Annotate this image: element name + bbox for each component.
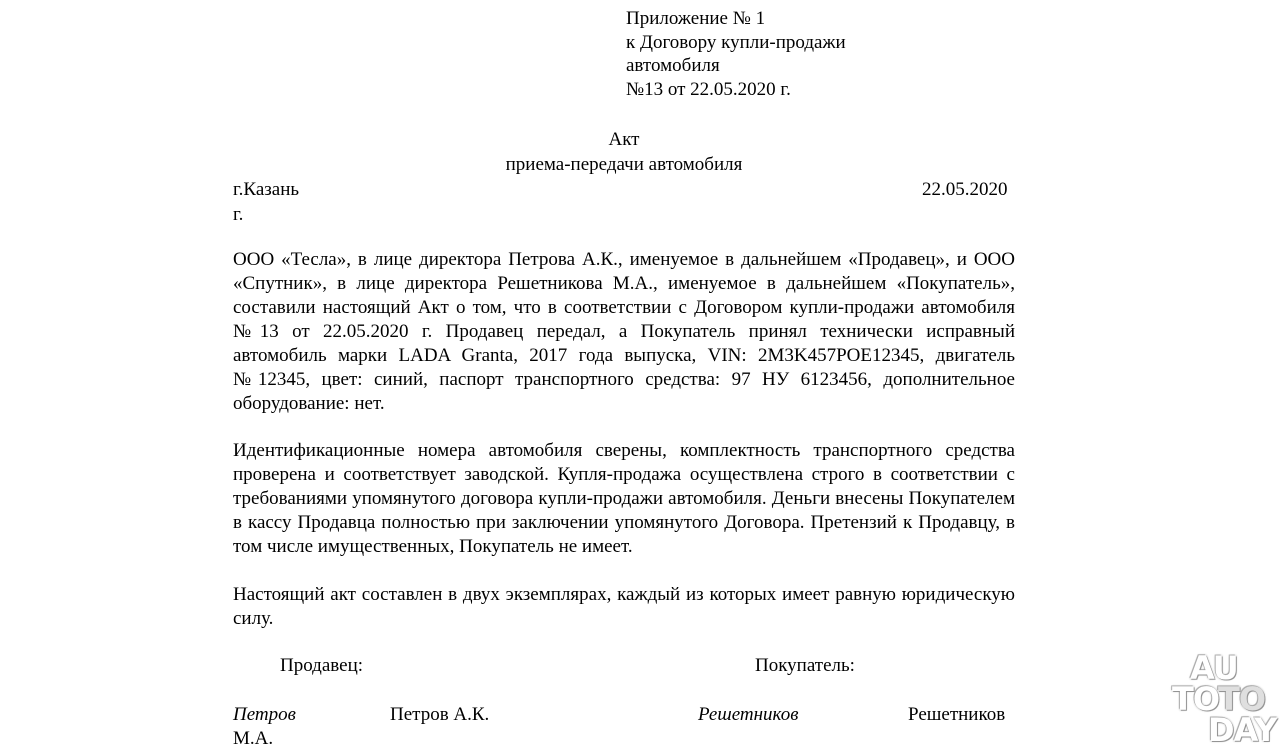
- buyer-signature: Решетников: [698, 704, 799, 725]
- appendix-line-1: Приложение № 1: [626, 8, 766, 29]
- appendix-line-4: №13 от 22.05.2020 г.: [626, 78, 791, 100]
- watermark-line-3: DAY: [1208, 711, 1277, 749]
- buyer-label: Покупатель:: [755, 655, 855, 676]
- document-title: Акт: [608, 129, 640, 150]
- city: г.Казань: [233, 179, 300, 200]
- appendix-line-3: автомобиля: [626, 55, 720, 76]
- buyer-name: Решетников: [908, 704, 1006, 725]
- autotoday-watermark-logo: [1172, 649, 1277, 750]
- seller-label: Продавец:: [280, 655, 364, 676]
- city-suffix: г.: [233, 204, 244, 225]
- seller-signature-initials: М.А.: [233, 728, 274, 749]
- paragraph-copies: Настоящий акт составлен в двух экземплярах, каждый из которых имеет равную юридическую силу.: [233, 584, 1015, 629]
- appendix-header: [626, 7, 846, 101]
- appendix-line-2: к Договору купли-продажи: [626, 31, 846, 53]
- watermark-line-2a: TO: [1172, 680, 1220, 718]
- paragraph-parties: ООО «Тесла», в лице директора Петрова А.К., именуемое в дальнейшем «Продавец», и ООО «Спутник», в лице директора Решетникова М.А., именуемое в дальнейшем «Покупатель», составили настоящий Акт о том, что в соответствии с Договором купли-продажи автомобиля №13 от 22.05.2020 г. Продавец передал, а Покупатель принял технически исправный автомобиль марки LADA Granta, 2017 года выпуска, VIN: 2M3K457POE12345, двигатель №12345, цвет: синий, паспорт транспортного средства: 97 НУ 6123456, дополнительное оборудование: нет.: [233, 249, 1015, 414]
- document-subtitle: приема-передачи автомобиля: [505, 154, 743, 175]
- document-date: 22.05.2020: [922, 179, 1008, 200]
- seller-name: Петров А.К.: [390, 704, 490, 725]
- watermark-line-2b: TO: [1218, 680, 1266, 718]
- seller-signature: Петров: [233, 704, 296, 725]
- paragraph-verification: Идентификационные номера автомобиля сверены, комплектность транспортного средства проверена и соответствует заводской. Купля-продажа осуществлена строго в соответствии с требованиями упомянутого договора купли-продажи автомобиля. Деньги внесены Покупателем в кассу Продавца полностью при заключении упомянутого Договора. Претензий к Продавцу, в том числе имущественных, Покупатель не имеет.: [233, 440, 1015, 557]
- watermark-line-1: AU: [1190, 649, 1238, 687]
